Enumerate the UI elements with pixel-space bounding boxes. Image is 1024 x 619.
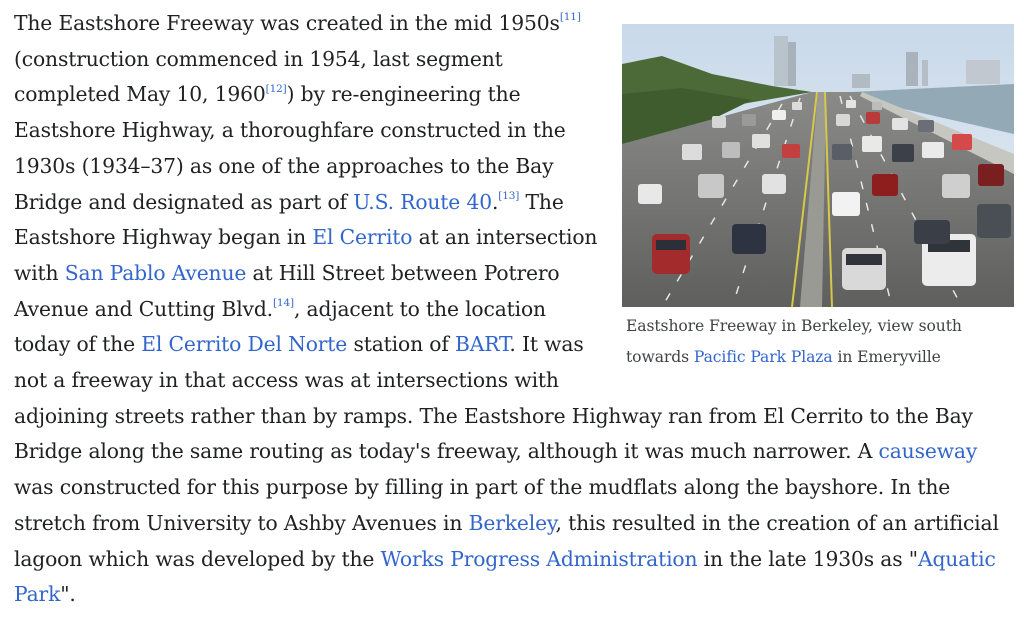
paragraph-text: The Eastshore Freeway was created in the mid 1950s xyxy=(14,11,560,35)
link-el-cerrito[interactable]: El Cerrito xyxy=(312,225,413,250)
caption-text: in Emeryville xyxy=(832,348,941,366)
photo-building xyxy=(966,60,1000,84)
freeway-photo[interactable] xyxy=(622,24,1014,307)
photo-building xyxy=(774,36,788,86)
reference-11[interactable]: [11] xyxy=(559,11,581,24)
link-pacific-park-plaza[interactable]: Pacific Park Plaza xyxy=(693,348,833,366)
paragraph-text: The Eastshore Highway began in xyxy=(14,189,564,250)
paragraph-text: (construction commenced in 1954, last segment completed May 10, 1960 xyxy=(14,46,503,107)
paragraph-text: at an intersection with xyxy=(14,225,598,285)
figure-caption xyxy=(626,311,1014,373)
reference-12[interactable]: [12] xyxy=(265,82,287,95)
paragraph-text: , adjacent to the location today of the xyxy=(14,296,546,357)
reference-13[interactable]: [13] xyxy=(498,189,520,202)
link-bart[interactable]: BART xyxy=(455,332,510,357)
article-body xyxy=(14,6,1004,613)
link-works-progress-administration[interactable]: Works Progress Administration xyxy=(380,546,698,571)
photo-building xyxy=(906,52,918,86)
paragraph-text: at Hill Street between Potrero Avenue and Cutting Blvd. xyxy=(14,260,560,321)
photo-building xyxy=(788,42,796,86)
link-berkeley[interactable]: Berkeley xyxy=(468,510,556,535)
link-us-route-40[interactable]: U.S. Route 40 xyxy=(353,189,492,214)
link-causeway[interactable]: causeway xyxy=(878,439,978,464)
paragraph-text: ) by re-engineering the Eastshore Highway, a thoroughfare constructed in the 1930s (1934–37) as one of the approaches to the Bay Bridge and designated as part of xyxy=(14,82,566,214)
figure-thumbnail xyxy=(622,24,1014,373)
link-san-pablo-avenue[interactable]: San Pablo Avenue xyxy=(64,260,247,285)
paragraph-text: in the late 1930s as " xyxy=(697,546,918,571)
link-aquatic-park[interactable]: Aquatic Park xyxy=(14,546,996,607)
photo-building xyxy=(922,60,928,86)
caption-text: Eastshore Freeway in Berkeley, view south towards xyxy=(626,317,962,366)
paragraph-text: ". xyxy=(60,582,76,607)
paragraph-text: . xyxy=(491,189,499,214)
paragraph-text: . It was not a freeway in that access was at intersections with adjoining streets rather than by ramps. The Eastshore Highway ran from El Cerrito to the Bay Bridge along the same routing as today's freeway, although it was much narrower. A xyxy=(14,332,973,464)
reference-14[interactable]: [14] xyxy=(272,296,294,309)
photo-building xyxy=(852,74,870,88)
paragraph-text: , this resulted in the creation of an artificial lagoon which was developed by the xyxy=(14,510,999,571)
paragraph-text: station of xyxy=(347,332,455,357)
link-el-cerrito-del-norte[interactable]: El Cerrito Del Norte xyxy=(141,332,348,357)
paragraph-text: was constructed for this purpose by filling in part of the mudflats along the bayshore. In the stretch from University to Ashby Avenues in xyxy=(14,475,951,535)
